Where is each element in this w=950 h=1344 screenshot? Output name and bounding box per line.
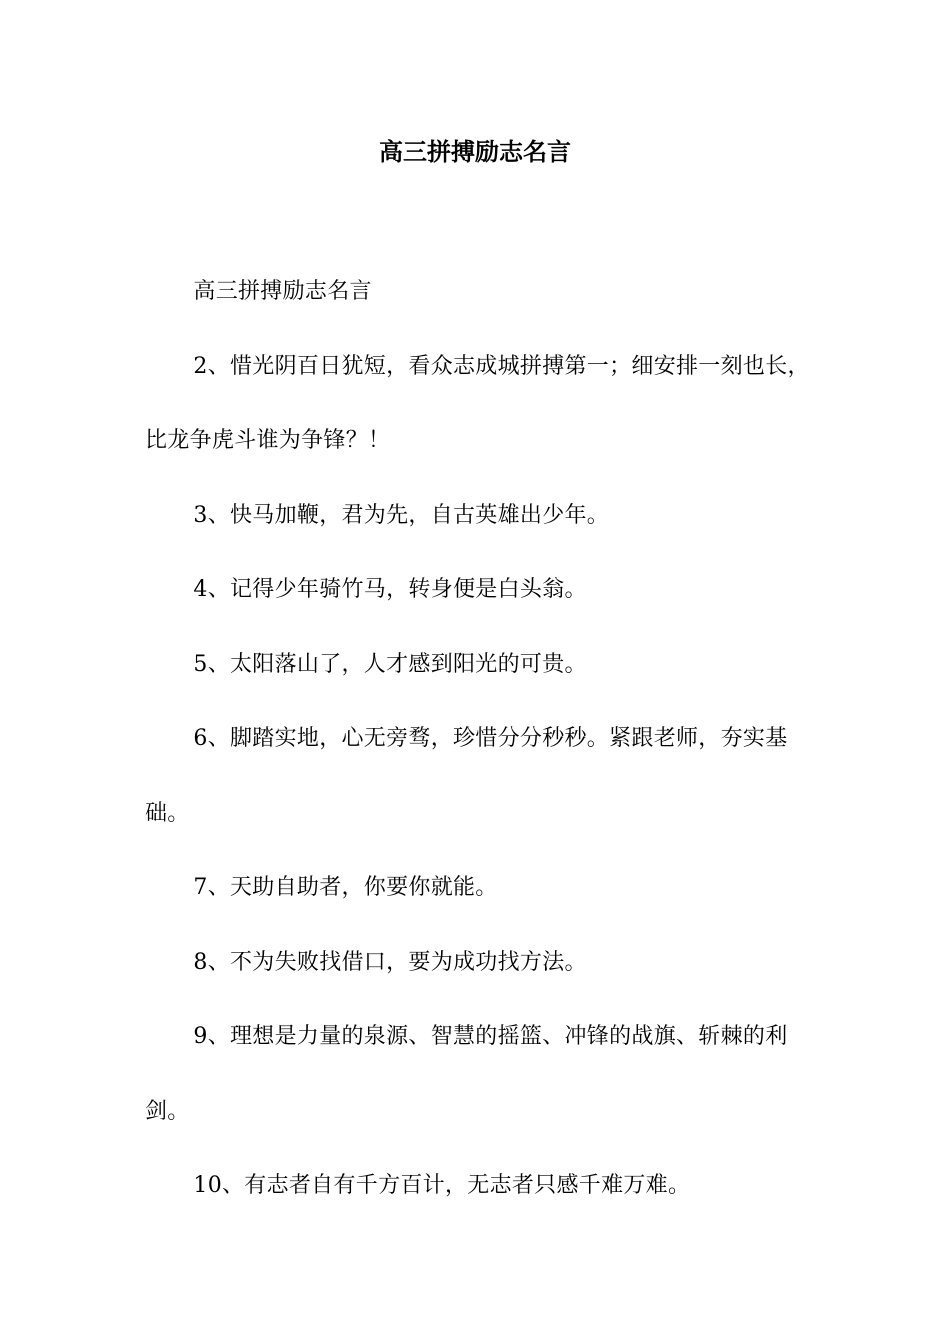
quote-item-2: 2、惜光阴百日犹短，看众志成城拼搏第一；细安排一刻也长，比龙争虎斗谁为争锋？！ (145, 353, 810, 453)
quote-item-3: 3、快马加鞭，君为先，自古英雄出少年。 (193, 502, 610, 528)
document-body (145, 255, 810, 1224)
quote-item-6: 6、脚踏实地，心无旁骛，珍惜分分秒秒。紧跟老师，夯实基础。 (145, 726, 788, 826)
quote-item-10: 10、有志者自有千方百计，无志者只感千难万难。 (193, 1173, 691, 1198)
quote-item-4: 4、记得少年骑竹马，转身便是白头翁。 (193, 577, 587, 602)
quote-item-8: 8、不为失败找借口，要为成功找方法。 (193, 949, 587, 975)
quote-item-9: 9、理想是力量的泉源、智慧的摇篮、冲锋的战旗、斩棘的利剑。 (145, 1024, 788, 1124)
quote-item-7: 7、天助自助者，你要你就能。 (193, 875, 498, 900)
paragraph-subtitle: 高三拼搏励志名言 (193, 279, 372, 304)
quote-item-5: 5、太阳落山了，人才感到阳光的可贵。 (193, 651, 587, 677)
document-title: 高三拼搏励志名言 (379, 137, 571, 166)
